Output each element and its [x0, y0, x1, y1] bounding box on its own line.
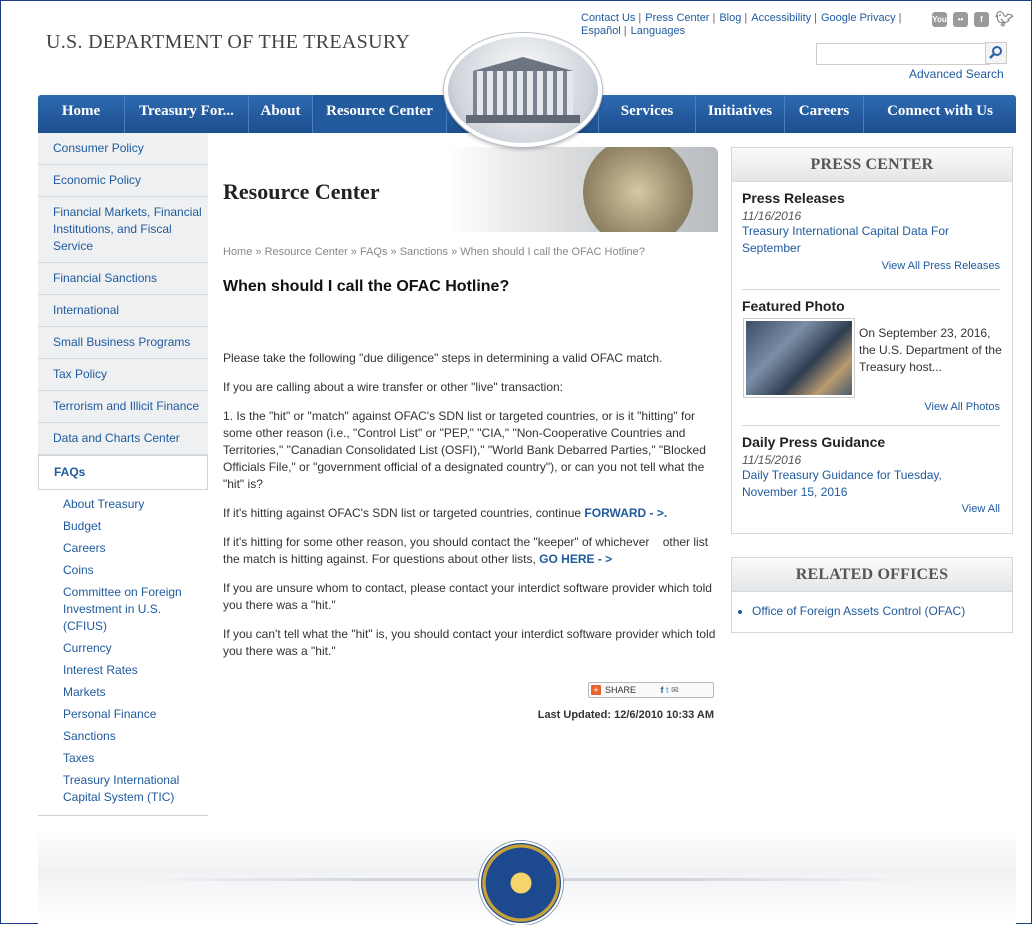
nav-connect[interactable]: Connect with Us [887, 103, 993, 119]
featured-photo-heading: Featured Photo [742, 298, 845, 314]
treasury-building-logo[interactable] [444, 33, 602, 147]
paragraph: If it's hitting against OFAC's SDN list or targeted countries, continue FORWARD - >. [223, 506, 668, 520]
contact-us-link[interactable]: Contact Us [581, 12, 636, 24]
featured-photo-section [742, 298, 1000, 418]
paragraph: Please take the following "due diligence" steps in determining a valid OFAC match. [223, 351, 663, 365]
resource-center-banner [223, 147, 718, 232]
daily-guidance-date: 11/15/2016 [742, 453, 802, 467]
sidebar-item-financial-markets[interactable]: Financial Markets, Financial Institutions, and Fiscal Service [38, 197, 208, 263]
social-links [932, 12, 1013, 27]
nav-resource-center[interactable]: Resource Center [313, 95, 447, 133]
sidebar-sub-taxes[interactable]: Taxes [63, 751, 95, 765]
search-input[interactable] [816, 43, 990, 65]
main-content [223, 147, 718, 721]
sidebar-sub-tic[interactable]: Treasury International Capital System (TIC) [63, 773, 180, 804]
breadcrumb-sanctions[interactable]: Sanctions [399, 246, 449, 258]
related-offices-list [732, 604, 1012, 618]
related-office-ofac-link[interactable]: • Office of Foreign Assets Control (OFAC) [752, 604, 1012, 618]
daily-guidance-link[interactable]: Daily Treasury Guidance for Tuesday, November 15, 2016 [742, 468, 942, 499]
banner-title: Resource Center [223, 179, 380, 204]
sidebar-item-tax-policy[interactable]: Tax Policy [38, 359, 208, 391]
plus-icon: + [591, 685, 601, 695]
breadcrumb-home[interactable]: Home [223, 246, 253, 258]
last-updated: Last Updated: 12/6/2010 10:33 AM [537, 709, 714, 721]
related-offices-heading: RELATED OFFICES [732, 558, 1012, 592]
daily-guidance-heading: Daily Press Guidance [742, 434, 886, 450]
sidebar-sub-interest-rates[interactable]: Interest Rates [63, 663, 138, 677]
nav-careers[interactable]: Careers [785, 95, 864, 133]
divider [742, 425, 1000, 426]
breadcrumb-faqs[interactable]: FAQs [359, 246, 388, 258]
go-here-link[interactable]: GO HERE - > [539, 552, 613, 566]
press-releases-heading: Press Releases [742, 190, 845, 206]
sidebar-item-faqs[interactable]: FAQs [38, 455, 208, 490]
page-title: When should I call the OFAC Hotline? [223, 278, 510, 295]
sidebar-item-international[interactable]: International [38, 295, 208, 327]
facebook-icon: f [660, 685, 664, 695]
view-all-photos-link[interactable]: View All Photos [924, 401, 1000, 413]
nav-initiatives[interactable]: Initiatives [696, 95, 785, 133]
nav-home[interactable]: Home [38, 95, 125, 133]
nav-services[interactable]: Services [598, 95, 696, 133]
sidebar-sub-about-treasury[interactable]: About Treasury [63, 497, 145, 511]
press-release-link[interactable]: Treasury International Capital Data For September [742, 224, 949, 255]
accessibility-link[interactable]: Accessibility [751, 12, 812, 24]
treasury-seal-image [583, 147, 693, 232]
share-button[interactable]: + SHARE f t ✉ [588, 682, 714, 698]
paragraph: If you are calling about a wire transfer or other "live" transaction: [223, 380, 564, 394]
twitter-icon: t [666, 685, 669, 695]
sidebar-sub-markets[interactable]: Markets [63, 685, 106, 699]
email-icon: ✉ [671, 685, 679, 695]
sidebar-sub-personal-finance[interactable]: Personal Finance [63, 707, 157, 721]
breadcrumb-current: When should I call the OFAC Hotline? [460, 246, 645, 258]
view-all-guidance-link[interactable]: View All [961, 503, 1000, 515]
youtube-icon[interactable]: You [932, 12, 947, 27]
sidebar-sub-cfius[interactable]: Committee on Foreign Investment in U.S. (CFIUS) [63, 585, 182, 633]
view-all-press-releases-link[interactable]: View All Press Releases [881, 260, 1000, 272]
sidebar-item-economic-policy[interactable]: Economic Policy [38, 165, 208, 197]
paragraph: 1. Is the "hit" or "match" against OFAC's SDN list or targeted countries, or is it "hitting" for some other reason (i.e., "Control List" or "PEP," "CIA," "Non-Cooperative Countries and Territories," "Canadian Consolidated List (OSFI)," "World Bank Debarred Parties," "Blocked Officials File," or "government official of a designated country"), or can you not tell what the "hit" is? [223, 409, 706, 491]
sidebar-sub-careers[interactable]: Careers [63, 541, 106, 555]
utility-links: Contact Us | Press Center | Blog | Accessibility | Google Privacy | Español | Languages [581, 12, 902, 37]
featured-photo-image[interactable] [743, 318, 855, 398]
google-privacy-link[interactable]: Google Privacy [821, 12, 896, 24]
paragraph: If it's hitting for some other reason, you should contact the "keeper" of whichever other list the match is hitting against. For questions about other lists, GO HERE - > [223, 535, 712, 566]
nav-about[interactable]: About [249, 95, 313, 133]
sidebar-sub-sanctions[interactable]: Sanctions [63, 729, 116, 743]
press-release-date: 11/16/2016 [742, 209, 802, 223]
forward-link[interactable]: FORWARD - >. [584, 506, 668, 520]
paragraph: If you are unsure whom to contact, please contact your interdict software provider which told you there was a "hit." [223, 581, 712, 612]
featured-photo-caption: On September 23, 2016, the U.S. Department of the Treasury host... [859, 326, 1002, 374]
treasury-seal-icon[interactable] [479, 841, 563, 925]
paragraph: If you can't tell what the "hit" is, you should contact your interdict software provider which told you there was a "hit." [223, 627, 716, 658]
press-center-link[interactable]: Press Center [645, 12, 710, 24]
nav-treasury-for[interactable]: Treasury For... [125, 95, 249, 133]
sidebar-sub-currency[interactable]: Currency [63, 641, 112, 655]
press-center-heading: PRESS CENTER [732, 148, 1012, 182]
sidebar-item-terrorism[interactable]: Terrorism and Illicit Finance [38, 391, 208, 423]
languages-link[interactable]: Languages [630, 25, 686, 37]
press-center-panel [731, 147, 1013, 534]
faqs-sublist [38, 490, 208, 816]
sidebar-sub-coins[interactable]: Coins [63, 563, 94, 577]
search-button[interactable] [985, 42, 1007, 64]
press-releases-section [742, 190, 1000, 272]
daily-guidance-section [742, 434, 1000, 515]
left-sidebar [38, 133, 208, 816]
search-icon [986, 43, 1006, 63]
article-body [223, 350, 718, 660]
site-title[interactable]: U.S. DEPARTMENT OF THE TREASURY [46, 31, 411, 53]
facebook-icon[interactable]: f [974, 12, 989, 27]
sidebar-item-data-charts[interactable]: Data and Charts Center [38, 423, 208, 455]
breadcrumb-resource-center[interactable]: Resource Center [264, 246, 348, 258]
sidebar-item-financial-sanctions[interactable]: Financial Sanctions [38, 263, 208, 295]
sidebar-sub-budget[interactable]: Budget [63, 519, 102, 533]
sidebar-item-small-business[interactable]: Small Business Programs [38, 327, 208, 359]
advanced-search-link[interactable]: Advanced Search [909, 67, 1004, 81]
espanol-link[interactable]: Español [581, 25, 621, 37]
sidebar-item-consumer-policy[interactable]: Consumer Policy [38, 133, 208, 165]
twitter-icon[interactable]: 🐦︎ [995, 11, 1015, 28]
divider [742, 289, 1000, 290]
blog-link[interactable]: Blog [719, 12, 742, 24]
related-offices-panel [731, 557, 1013, 633]
flickr-icon[interactable]: •• [953, 12, 968, 27]
breadcrumb: Home » Resource Center » FAQs » Sanctions » When should I call the OFAC Hotline? [223, 246, 645, 258]
